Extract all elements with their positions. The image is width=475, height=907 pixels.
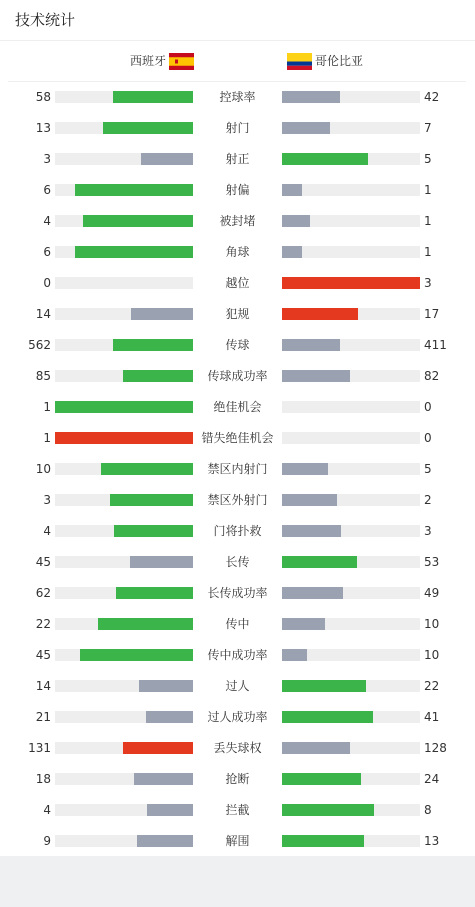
stat-row [0,577,475,608]
home-bar [80,649,193,661]
home-bar-track [55,649,193,661]
home-value: 562 [28,338,51,352]
home-value: 10 [35,462,51,476]
stat-label: 过人 [225,679,250,693]
divider [0,40,475,41]
stat-label: 错失绝佳机会 [201,431,274,445]
stat-label: 长传 [225,555,250,569]
stat-row [0,484,475,515]
away-bar [282,215,310,227]
home-bar-track [55,215,193,227]
away-value: 7 [424,121,432,135]
home-value: 0 [43,276,51,290]
away-bar-track [282,215,420,227]
colombia-flag-icon [287,53,312,70]
away-bar [282,153,368,165]
home-bar [75,246,193,258]
stat-label: 被封堵 [219,214,256,228]
home-bar-track [55,432,193,444]
home-bar [134,773,193,785]
away-bar-track [282,370,420,382]
away-bar [282,463,328,475]
away-value: 13 [424,834,440,848]
stat-label: 丢失球权 [213,741,262,755]
home-value: 58 [35,90,51,104]
stat-label: 禁区内射门 [207,462,268,476]
home-value: 4 [43,524,51,538]
away-bar-track [282,184,420,196]
stat-label: 传球 [225,338,250,352]
stat-label: 越位 [225,276,250,290]
home-bar-track [55,618,193,630]
home-bar [83,215,193,227]
home-bar [141,153,193,165]
away-bar-track [282,122,420,134]
away-bar-track [282,556,420,568]
home-value: 45 [35,555,51,569]
away-value: 5 [424,152,432,166]
away-bar-track [282,525,420,537]
home-bar [75,184,193,196]
away-bar-track [282,804,420,816]
home-bar [146,711,193,723]
home-bar-track [55,308,193,320]
stat-label: 射正 [225,152,250,166]
away-bar-track [282,618,420,630]
home-bar-track [55,246,193,258]
page-title: 技术统计 [15,11,76,29]
home-bar-track [55,773,193,785]
away-value: 2 [424,493,432,507]
home-bar-track [55,277,193,289]
stat-row [0,329,475,360]
away-bar [282,494,337,506]
home-bar [131,308,193,320]
away-bar-track [282,91,420,103]
away-value: 1 [424,214,432,228]
home-bar [123,370,193,382]
home-bar-track [55,556,193,568]
away-bar-track [282,711,420,723]
away-value: 82 [424,369,440,383]
home-bar-track [55,742,193,754]
stat-row [0,205,475,236]
home-bar [55,432,193,444]
stat-label: 抢断 [225,772,250,786]
stat-row [0,825,475,856]
away-bar-track [282,680,420,692]
home-bar-track [55,122,193,134]
home-bar-track [55,401,193,413]
away-bar-track [282,463,420,475]
away-value: 411 [424,338,447,352]
stat-row [0,608,475,639]
home-value: 4 [43,214,51,228]
stat-row [0,236,475,267]
stat-label: 射门 [225,121,250,135]
away-value: 17 [424,307,440,321]
home-bar [123,742,193,754]
stat-row [0,453,475,484]
stat-label: 控球率 [219,90,256,104]
stat-row [0,639,475,670]
away-bar [282,246,302,258]
home-bar [116,587,193,599]
stat-row [0,670,475,701]
away-value: 42 [424,90,440,104]
away-value: 8 [424,803,432,817]
home-bar-track [55,835,193,847]
away-bar-track [282,742,420,754]
home-bar-track [55,91,193,103]
home-value: 22 [35,617,51,631]
away-bar-track [282,649,420,661]
home-bar [110,494,193,506]
stat-row [0,360,475,391]
home-bar-track [55,711,193,723]
away-bar-track [282,432,420,444]
home-bar-track [55,463,193,475]
away-value: 3 [424,276,432,290]
stat-row [0,81,475,112]
away-bar-track [282,339,420,351]
stat-label: 过人成功率 [207,710,268,724]
away-bar-track [282,773,420,785]
stat-label: 门将扑救 [213,524,262,538]
away-value: 0 [424,431,432,445]
home-bar-track [55,494,193,506]
away-value: 1 [424,245,432,259]
away-bar [282,742,350,754]
home-bar-track [55,370,193,382]
stat-row [0,143,475,174]
away-bar [282,184,302,196]
away-bar [282,804,374,816]
stat-row [0,546,475,577]
away-bar-track [282,587,420,599]
home-team-name: 西班牙 [130,54,167,68]
stat-row [0,422,475,453]
away-value: 10 [424,648,440,662]
away-bar-track [282,246,420,258]
away-value: 22 [424,679,440,693]
away-value: 128 [424,741,447,755]
stats-list [0,81,475,856]
stat-label: 犯规 [225,307,250,321]
home-value: 62 [35,586,51,600]
away-bar-track [282,835,420,847]
away-bar-track [282,494,420,506]
home-bar [137,835,193,847]
away-bar-track [282,308,420,320]
away-value: 41 [424,710,440,724]
away-bar [282,773,361,785]
stat-label: 射偏 [225,183,250,197]
away-value: 49 [424,586,440,600]
away-bar [282,308,358,320]
away-bar [282,587,343,599]
home-value: 1 [43,400,51,414]
home-bar [113,339,193,351]
stat-row [0,515,475,546]
away-value: 5 [424,462,432,476]
away-bar [282,711,373,723]
home-bar [130,556,193,568]
home-bar [103,122,193,134]
stat-label: 绝佳机会 [213,400,262,414]
away-team-name: 哥伦比亚 [315,54,364,68]
home-bar [101,463,193,475]
home-bar-track [55,525,193,537]
home-bar [139,680,193,692]
home-bar-track [55,184,193,196]
home-bar [147,804,193,816]
home-value: 45 [35,648,51,662]
away-bar [282,91,340,103]
stat-label: 解围 [225,834,250,848]
home-value: 1 [43,431,51,445]
home-value: 3 [43,493,51,507]
spain-flag-icon [169,53,194,70]
stat-row [0,391,475,422]
home-bar [113,91,193,103]
home-value: 6 [43,245,51,259]
stat-label: 角球 [225,245,250,259]
home-value: 131 [28,741,51,755]
home-value: 14 [35,307,51,321]
away-value: 24 [424,772,440,786]
home-value: 4 [43,803,51,817]
away-bar [282,370,350,382]
stat-label: 传中 [225,617,250,631]
home-value: 3 [43,152,51,166]
away-value: 10 [424,617,440,631]
stat-label: 传球成功率 [207,369,268,383]
home-value: 18 [35,772,51,786]
home-value: 14 [35,679,51,693]
stat-row [0,298,475,329]
away-bar [282,277,420,289]
away-bar [282,525,341,537]
home-value: 13 [35,121,51,135]
away-team [287,53,363,70]
home-bar-track [55,339,193,351]
home-team [130,53,194,70]
stat-row [0,763,475,794]
home-bar [55,401,193,413]
stat-label: 拦截 [225,803,250,817]
stat-row [0,267,475,298]
away-bar [282,339,340,351]
home-bar-track [55,587,193,599]
stat-row [0,701,475,732]
stat-row [0,174,475,205]
home-value: 85 [35,369,51,383]
away-value: 1 [424,183,432,197]
away-bar [282,556,357,568]
home-value: 21 [35,710,51,724]
away-bar-track [282,153,420,165]
away-bar [282,649,307,661]
stat-label: 禁区外射门 [207,493,268,507]
away-bar [282,618,325,630]
stat-row [0,794,475,825]
away-bar-track [282,277,420,289]
stat-label: 传中成功率 [207,648,268,662]
home-bar-track [55,153,193,165]
away-bar [282,835,364,847]
home-value: 6 [43,183,51,197]
away-bar [282,122,330,134]
away-bar-track [282,401,420,413]
away-bar [282,680,366,692]
stat-row [0,112,475,143]
home-bar [114,525,193,537]
away-value: 53 [424,555,440,569]
home-bar-track [55,680,193,692]
home-value: 9 [43,834,51,848]
stat-label: 长传成功率 [207,586,268,600]
stat-row [0,732,475,763]
away-value: 3 [424,524,432,538]
away-value: 0 [424,400,432,414]
home-bar [98,618,193,630]
home-bar-track [55,804,193,816]
